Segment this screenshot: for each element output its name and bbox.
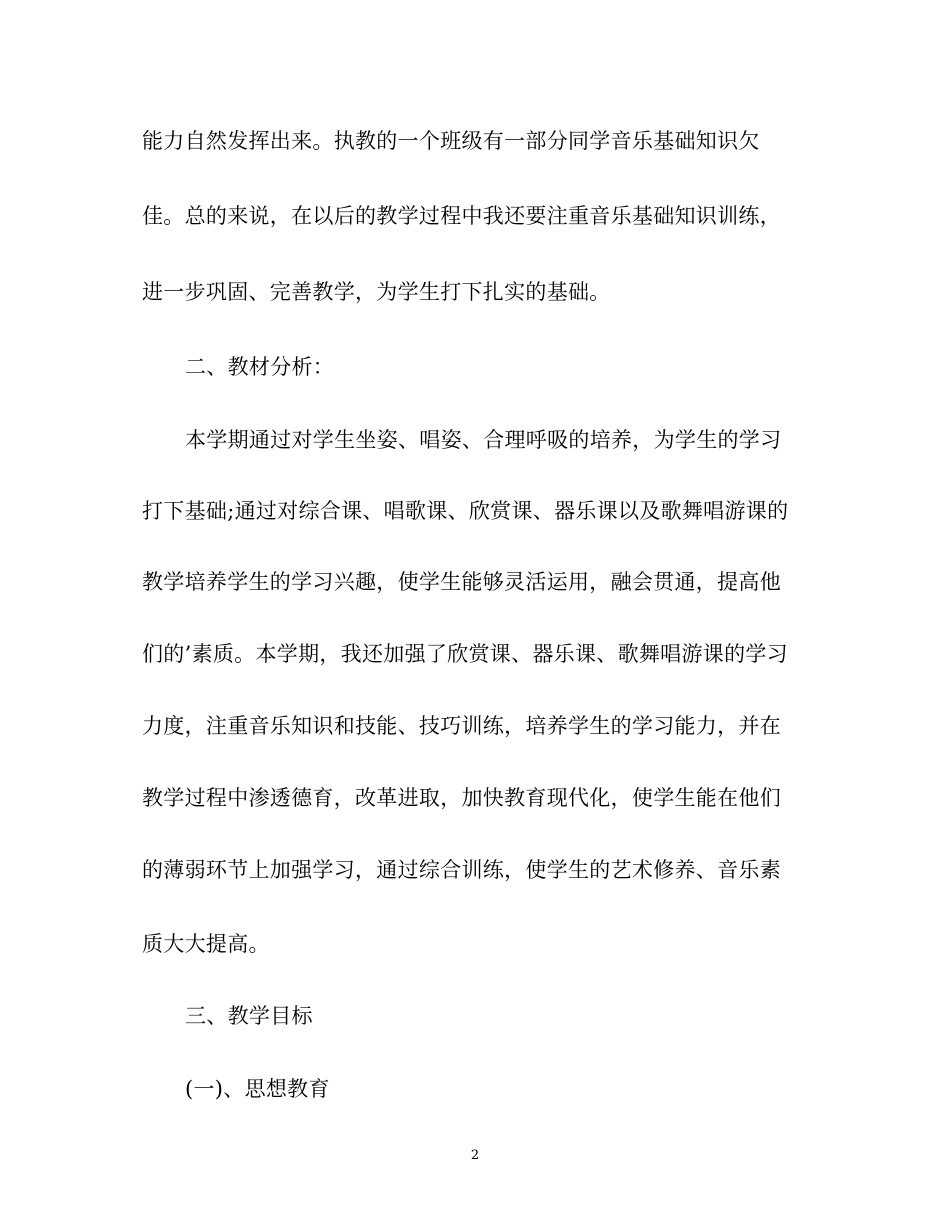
paragraph-line: 进一步巩固、完善教学，为学生打下扎实的基础。 (142, 280, 611, 304)
paragraph-line: 佳。总的来说，在以后的教学过程中我还要注重音乐基础知识训练， (142, 204, 781, 228)
paragraph-line: 打下基础;通过对综合课、唱歌课、欣赏课、器乐课以及歌舞唱游课的 (142, 499, 789, 523)
paragraph-line: 的薄弱环节上加强学习，通过综合训练，使学生的艺术修养、音乐素 (142, 858, 781, 882)
paragraph-line: 们的’素质。本学期，我还加强了欣赏课、器乐课、歌舞唱游课的学习 (142, 642, 788, 666)
page-number: 2 (470, 1148, 480, 1163)
paragraph-line: 教学过程中渗透德育，改革进取，加快教育现代化，使学生能在他们 (142, 786, 781, 810)
section-heading: 二、教材分析： (185, 355, 335, 379)
paragraph-line: 力度，注重音乐知识和技能、技巧训练，培养学生的学习能力，并在 (142, 714, 781, 738)
paragraph-line: 本学期通过对学生坐姿、唱姿、合理呼吸的培养，为学生的学习 (185, 428, 782, 452)
paragraph-line: 能力自然发挥出来。执教的一个班级有一部分同学音乐基础知识欠 (142, 129, 760, 153)
paragraph-line: 质大大提高。 (142, 932, 270, 956)
paragraph-line: 教学培养学生的学习兴趣，使学生能够灵活运用，融会贯通，提高他 (142, 570, 781, 594)
subsection-heading: (一)、思想教育 (185, 1077, 330, 1101)
section-heading: 三、教学目标 (185, 1004, 313, 1028)
